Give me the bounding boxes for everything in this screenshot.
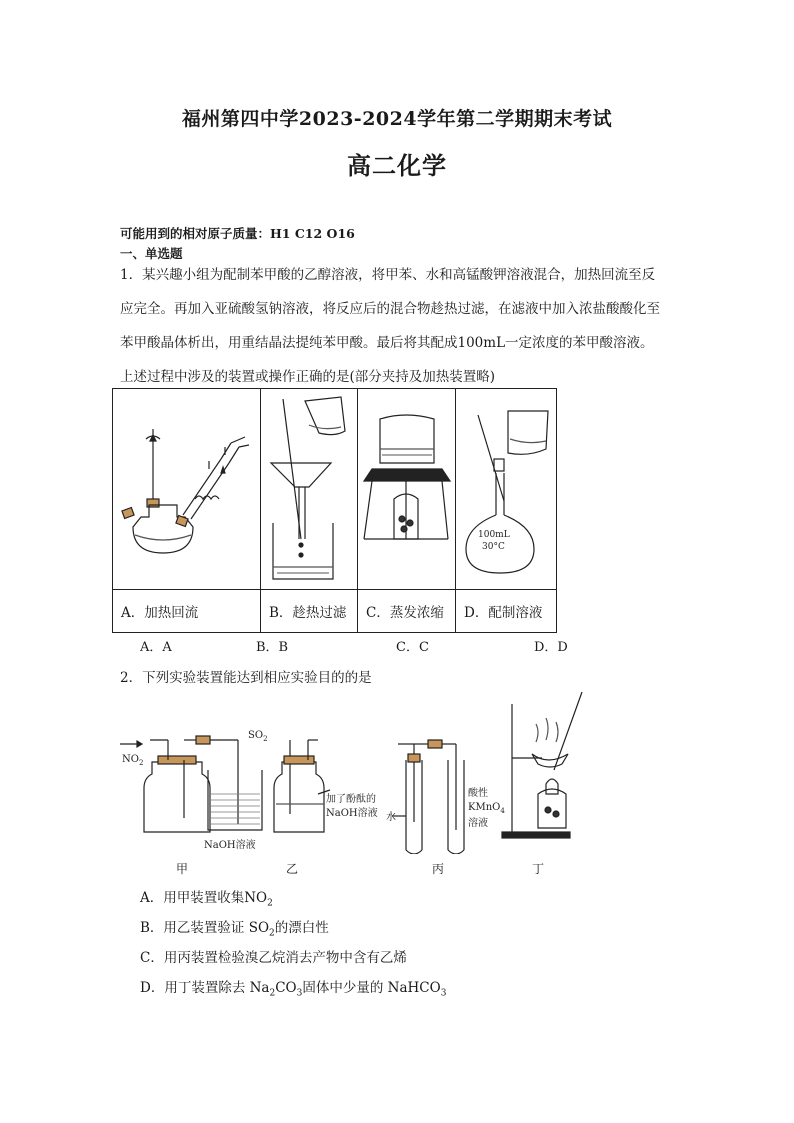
hot-filtration-figure: [261, 389, 358, 590]
fig-name-bing: 丙: [432, 862, 445, 876]
question-1-stem: [120, 258, 680, 394]
label-kmno4-1: 酸性: [468, 788, 488, 799]
label-kmno4-3: 溶液: [468, 818, 488, 829]
flask-temp-label: 30°C: [482, 542, 505, 552]
flask-volume-label: 100mL: [478, 530, 510, 540]
q1-option-a[interactable]: A．A: [140, 640, 172, 655]
label-kmno4-2: KMnO: [468, 802, 501, 813]
hot-filtration-icon: [261, 389, 357, 585]
exam-title: 福州第四中学2023-2024学年第二学期期末考试: [181, 108, 613, 130]
svg-text:KMnO4: KMnO$_4$: [468, 802, 505, 815]
evaporation-icon: [358, 389, 455, 585]
caption-b: B．趁热过滤: [261, 590, 358, 633]
label-phenol-2: NaOH溶液: [326, 808, 378, 819]
label-so2: SO: [248, 730, 264, 741]
q2-choice-d[interactable]: D．用丁装置除去 $Na_2CO_3$固体中少量的 NaHCO$_3$: [140, 980, 447, 999]
question-2-stem: 2．下列实验装置能达到相应实验目的的是: [120, 670, 372, 686]
atomic-masses: 可能用到的相对原子质量：H1 C12 O16: [120, 226, 355, 241]
apparatus-table: [112, 388, 557, 633]
q1-option-c[interactable]: C．C: [396, 640, 429, 655]
fig-name-yi: 乙: [286, 862, 299, 876]
q2-choice-b[interactable]: B．用乙装置验证 $SO_2$的漂白性: [140, 920, 329, 939]
q1-line: 上述过程中涉及的装置或操作正确的是(部分夹持及加热装置略): [120, 369, 496, 385]
q2-choice-a[interactable]: A．用甲装置收集$NO_2$: [140, 890, 273, 909]
label-naoh: NaOH溶液: [204, 840, 256, 851]
exam-subject: 高二化学: [347, 151, 447, 180]
caption-c: C．蒸发浓缩: [358, 590, 456, 633]
svg-text:NO2: $NO_2$: [122, 754, 144, 767]
evaporation-figure: [358, 389, 456, 590]
label-phenol-1: 加了酚酞的: [326, 794, 376, 805]
reflux-apparatus-icon: [113, 389, 260, 585]
svg-text:SO2: $SO_2$: [248, 730, 268, 743]
q2-apparatus-figure: [112, 690, 592, 854]
q1-option-d[interactable]: D．D: [534, 640, 568, 655]
label-no2: NO: [122, 754, 139, 765]
q1-line: 苯甲酸晶体析出，用重结晶法提纯苯甲酸。最后将其配成100mL一定浓度的苯甲酸溶液。: [120, 335, 654, 351]
q2-choice-c[interactable]: C．用丙装置检验溴乙烷消去产物中含有乙烯: [140, 950, 407, 966]
section-heading: 一、单选题: [120, 246, 183, 261]
label-water: 水: [386, 812, 396, 823]
volumetric-flask-figure: [456, 389, 557, 590]
fig-name-jia: 甲: [176, 862, 189, 876]
q1-line: 应完全。再加入亚硫酸氢钠溶液，将反应后的混合物趁热过滤，在滤液中加入浓盐酸酸化至: [120, 301, 660, 317]
caption-a: A．加热回流: [113, 590, 261, 633]
q1-line: 1．某兴趣小组为配制苯甲酸的乙醇溶液，将甲苯、水和高锰酸钾溶液混合，加热回流至反: [120, 267, 656, 283]
q1-option-b[interactable]: B．B: [256, 640, 289, 655]
fig-name-ding: 丁: [532, 862, 545, 876]
reflux-apparatus-figure: [113, 389, 261, 590]
volumetric-flask-icon: [456, 389, 556, 585]
caption-d: D．配制溶液: [456, 590, 557, 633]
